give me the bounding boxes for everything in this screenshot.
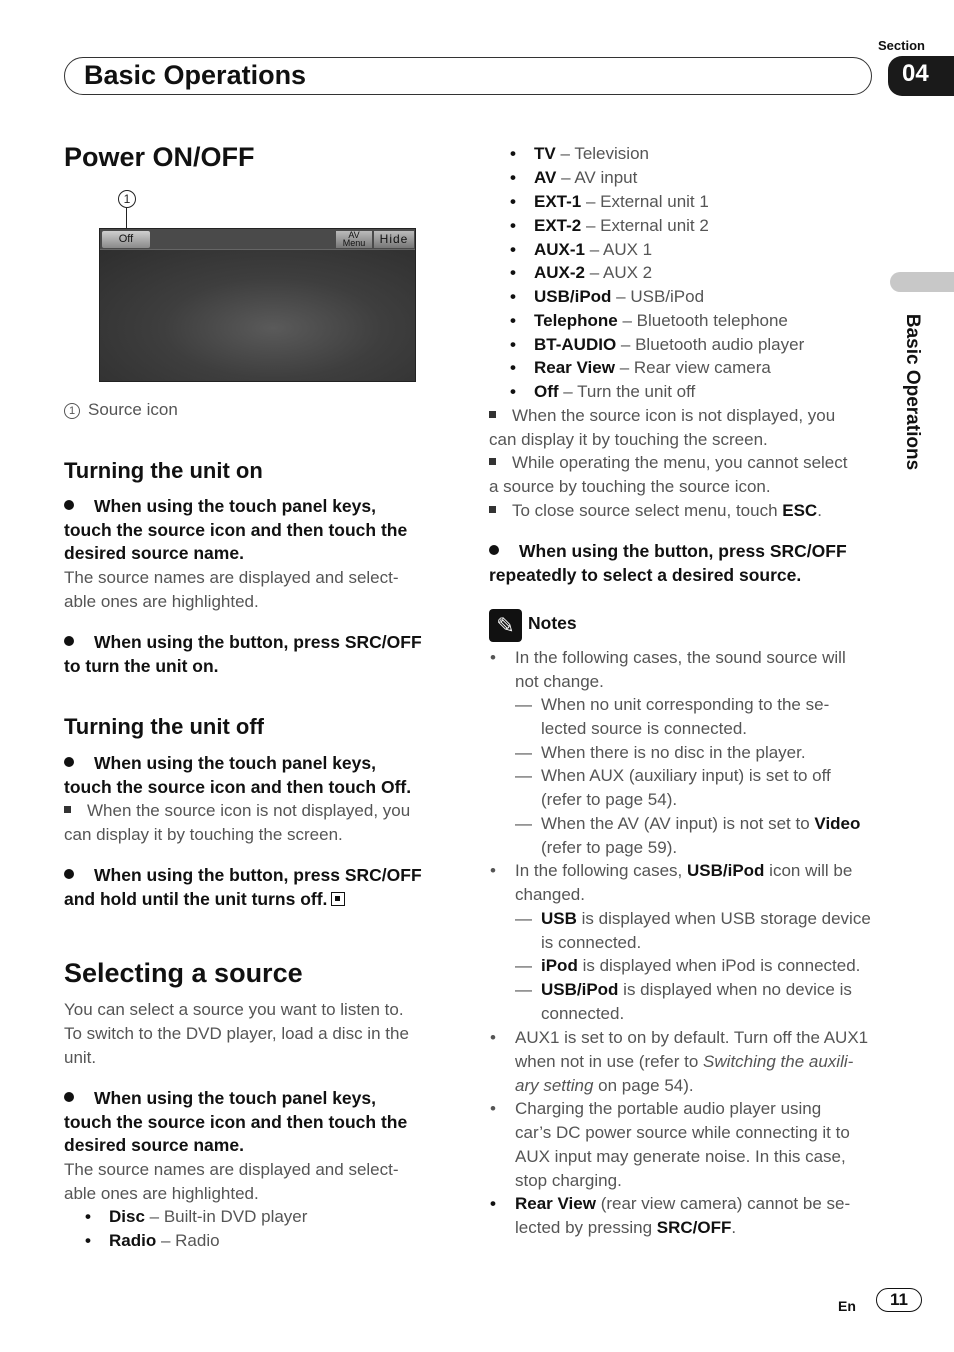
- text-span: on page 54).: [593, 1076, 694, 1095]
- source-desc: – AUX 2: [585, 263, 653, 282]
- text-line: connected.: [541, 1004, 625, 1023]
- text-line: desired source name.: [64, 1135, 244, 1155]
- source-list-item: [510, 166, 637, 190]
- key-label: ESC: [782, 501, 818, 520]
- text-span: .: [817, 501, 822, 520]
- text-line: When using the touch panel keys,: [94, 753, 376, 773]
- text-line: While operating the menu, you cannot select: [512, 453, 848, 472]
- av-menu-button[interactable]: [336, 231, 372, 248]
- source-desc: – AUX 1: [585, 240, 653, 259]
- chapter-title: Basic Operations: [84, 60, 307, 90]
- dash: —: [515, 766, 532, 785]
- bullet: •: [510, 216, 516, 235]
- source-list-item: [85, 1229, 220, 1253]
- source-desc: – External unit 1: [581, 192, 709, 211]
- source-desc: – Bluetooth telephone: [617, 311, 788, 330]
- source-name: Rear View: [534, 358, 615, 377]
- source-desc: – Television: [555, 144, 649, 163]
- power-onoff-heading: Power ON/OFF: [64, 142, 255, 172]
- page-number: 11: [876, 1288, 922, 1312]
- source-list-item: [510, 309, 788, 333]
- dash: —: [515, 956, 532, 975]
- source-note-1: [489, 404, 835, 452]
- text-line: To switch to the DVD player, load a disc in the: [64, 1024, 409, 1043]
- side-tab-label: Basic Operations: [902, 313, 923, 471]
- text-line: The source names are displayed and select-: [64, 1160, 399, 1179]
- text-line: AUX1 is set to on by default. Turn off the AUX1: [515, 1028, 869, 1047]
- source-list-item: [510, 333, 804, 357]
- bullet-dot: [64, 1092, 74, 1102]
- text-line: can display it by touching the screen.: [489, 430, 768, 449]
- text-line: unit.: [64, 1048, 97, 1067]
- text-line: When using the touch panel keys,: [94, 496, 376, 516]
- text-line: a source by touching the source icon.: [489, 477, 771, 496]
- text-line: When the source icon is not displayed, you: [87, 801, 411, 820]
- text-span: is displayed when no device is: [618, 980, 852, 999]
- note-item: [490, 646, 880, 694]
- source-list-item: [510, 285, 704, 309]
- bullet: •: [510, 335, 516, 354]
- text-span: is displayed when iPod is connected.: [577, 956, 861, 975]
- bullet-dot: [489, 545, 499, 555]
- source-desc: – Bluetooth audio player: [616, 335, 805, 354]
- source-list-item: [510, 380, 695, 404]
- source-name: EXT-2: [534, 216, 582, 235]
- note-square: [64, 806, 71, 813]
- source-list-item: [85, 1205, 307, 1229]
- key-label: USB: [541, 909, 577, 928]
- bullet: •: [510, 192, 516, 211]
- bullet: •: [510, 263, 516, 282]
- text-line: car’s DC power source while connecting it to: [515, 1123, 850, 1142]
- text-span: (rear view camera) cannot be se-: [595, 1194, 851, 1213]
- bullet: •: [510, 287, 516, 306]
- bullet: •: [490, 648, 496, 667]
- text-span: when not in use (refer to: [515, 1052, 704, 1071]
- key-label: USB/iPod: [686, 861, 765, 880]
- text-span: To close source select menu, touch: [512, 501, 783, 520]
- text-line: touch the source icon and then touch Off.: [64, 776, 412, 797]
- source-list-item: [510, 142, 649, 166]
- turning-on-touch-instruction: [64, 495, 454, 566]
- text-span: In the following cases,: [515, 861, 687, 880]
- selecting-button-instruction: [489, 540, 847, 587]
- text-line: When no unit corresponding to the se-: [541, 695, 830, 714]
- note-square: [489, 506, 496, 513]
- text-line: When using the button, press SRC/OFF: [94, 632, 422, 652]
- source-desc: – Turn the unit off: [558, 382, 696, 401]
- text-line: stop charging.: [515, 1171, 622, 1190]
- bullet: •: [510, 311, 516, 330]
- text-line: AUX input may generate noise. In this case,: [515, 1147, 846, 1166]
- text-span: When the AV (AV input) is not set to: [541, 814, 815, 833]
- turning-on-heading: Turning the unit on: [64, 458, 263, 483]
- notes-pencil-icon: ✎: [489, 609, 522, 642]
- text-line: able ones are highlighted.: [64, 1184, 259, 1203]
- text-line: When using the button, press SRC/OFF: [94, 865, 422, 885]
- bullet: •: [510, 382, 516, 401]
- source-desc: – AV input: [556, 168, 638, 187]
- note-square: [489, 458, 496, 465]
- bullet-dot: [64, 500, 74, 510]
- source-desc: – Built-in DVD player: [144, 1207, 308, 1226]
- note-item: [490, 1026, 890, 1098]
- text-span: icon will be: [764, 861, 853, 880]
- source-name: AUX-1: [534, 240, 586, 259]
- source-name: Off: [534, 382, 559, 401]
- note-square: [489, 411, 496, 418]
- selecting-touch-instruction: [64, 1087, 407, 1158]
- text-line: (refer to page 59).: [541, 838, 678, 857]
- screen-illustration: [99, 228, 416, 382]
- text-line: When AUX (auxiliary input) is set to off: [541, 766, 831, 785]
- dash: —: [515, 814, 532, 833]
- bullet: •: [490, 1028, 496, 1047]
- source-list-item: [510, 238, 652, 262]
- source-desc: – Rear view camera: [614, 358, 771, 377]
- key-label: iPod: [541, 956, 578, 975]
- selecting-source-heading: Selecting a source: [64, 958, 303, 988]
- text-line: (refer to page 54).: [541, 790, 678, 809]
- text-line: is connected.: [541, 933, 642, 952]
- text-line: When there is no disc in the player.: [541, 743, 806, 762]
- selecting-intro: [64, 998, 409, 1070]
- dash: —: [515, 743, 532, 762]
- note-subitem: [515, 693, 885, 741]
- source-desc: – Radio: [156, 1231, 220, 1250]
- text-span: .: [731, 1218, 737, 1237]
- source-desc: – USB/iPod: [611, 287, 705, 306]
- text-line: When the source icon is not displayed, you: [512, 406, 836, 425]
- text-span: is displayed when USB storage device: [576, 909, 871, 928]
- dash: —: [515, 980, 532, 999]
- bullet: •: [510, 240, 516, 259]
- notes-heading: Notes: [528, 613, 577, 633]
- text-line: and hold until the unit turns off.: [64, 888, 328, 909]
- source-name: USB/iPod: [534, 287, 612, 306]
- figure-caption: [64, 398, 178, 422]
- bullet: •: [490, 861, 496, 880]
- bullet: •: [85, 1207, 91, 1226]
- note-item: [490, 1097, 890, 1193]
- text-line: to turn the unit on.: [64, 655, 219, 676]
- text-line: repeatedly to select a desired source.: [489, 564, 802, 585]
- source-note-2: [489, 451, 847, 499]
- text-line: In the following cases, the sound source will: [515, 648, 846, 667]
- note-subitem: [515, 907, 885, 955]
- hide-button[interactable]: Hide: [374, 231, 414, 248]
- callout-marker: 1: [118, 190, 136, 208]
- note-subitem: [515, 978, 852, 1026]
- source-list-item: [510, 356, 771, 380]
- screen-background: [100, 249, 415, 381]
- bullet: •: [510, 358, 516, 377]
- text-line: When using the button, press SRC/OFF: [519, 541, 847, 561]
- note-subitem: [515, 812, 860, 860]
- bullet: •: [510, 144, 516, 163]
- text-span: ary setting: [515, 1076, 594, 1095]
- source-name: Disc: [109, 1207, 145, 1226]
- key-label: SRC/OFF: [656, 1218, 732, 1237]
- bullet: •: [85, 1231, 91, 1250]
- text-line: You can select a source you want to listen to.: [64, 1000, 404, 1019]
- end-of-section-icon: [331, 892, 345, 906]
- selecting-body: [64, 1158, 399, 1206]
- bullet-dot: [64, 869, 74, 879]
- caption-text: Source icon: [88, 400, 178, 419]
- source-list-item: [510, 214, 709, 238]
- source-name: AUX-2: [534, 263, 586, 282]
- text-span: Switching the auxili-: [703, 1052, 854, 1071]
- text-line: able ones are highlighted.: [64, 592, 259, 611]
- turning-off-button-instruction: [64, 864, 422, 911]
- source-list-item: [510, 190, 709, 214]
- bullet-dot: [64, 757, 74, 767]
- note-item: [490, 1192, 890, 1240]
- source-name: Radio: [109, 1231, 157, 1250]
- bullet: •: [490, 1099, 496, 1118]
- bullet: •: [490, 1194, 496, 1213]
- caption-number: 1: [64, 403, 80, 419]
- key-label: Rear View: [515, 1194, 596, 1213]
- av-menu-line1: AV: [348, 230, 360, 240]
- text-line: lected source is connected.: [541, 719, 748, 738]
- source-name: TV: [534, 144, 556, 163]
- source-icon-button[interactable]: Off: [102, 231, 150, 248]
- source-name: EXT-1: [534, 192, 582, 211]
- note-subitem: [515, 741, 806, 765]
- av-menu-line2: Menu: [342, 238, 366, 248]
- side-tab-marker: [890, 272, 954, 292]
- text-line: When using the touch panel keys,: [94, 1088, 376, 1108]
- text-line: desired source name.: [64, 543, 244, 563]
- turning-off-note: [64, 799, 410, 847]
- source-name: AV: [534, 168, 557, 187]
- text-line: touch the source icon and then touch the: [64, 519, 408, 540]
- source-name: Telephone: [534, 311, 618, 330]
- source-note-3: [489, 499, 822, 523]
- turning-off-touch-instruction: [64, 752, 411, 799]
- section-number-badge: 04: [888, 56, 954, 96]
- text-span: lected by pressing: [515, 1218, 657, 1237]
- turning-on-body: [64, 566, 399, 614]
- text-line: changed.: [515, 885, 585, 904]
- note-subitem: [515, 954, 860, 978]
- source-name: BT-AUDIO: [534, 335, 617, 354]
- bullet-dot: [64, 636, 74, 646]
- source-desc: – External unit 2: [581, 216, 709, 235]
- turning-on-button-instruction: [64, 631, 422, 678]
- key-label: Video: [814, 814, 861, 833]
- note-subitem: [515, 764, 831, 812]
- text-line: can display it by touching the screen.: [64, 825, 343, 844]
- section-label: Section: [878, 38, 925, 53]
- text-line: Charging the portable audio player using: [515, 1099, 822, 1118]
- note-item: [490, 859, 880, 907]
- bullet: •: [510, 168, 516, 187]
- dash: —: [515, 695, 532, 714]
- text-line: not change.: [515, 672, 604, 691]
- dash: —: [515, 909, 532, 928]
- key-label: USB/iPod: [541, 980, 619, 999]
- language-label: En: [838, 1298, 856, 1314]
- source-list-item: [510, 261, 652, 285]
- turning-off-heading: Turning the unit off: [64, 714, 264, 739]
- text-line: The source names are displayed and select-: [64, 568, 399, 587]
- text-line: touch the source icon and then touch the: [64, 1111, 408, 1132]
